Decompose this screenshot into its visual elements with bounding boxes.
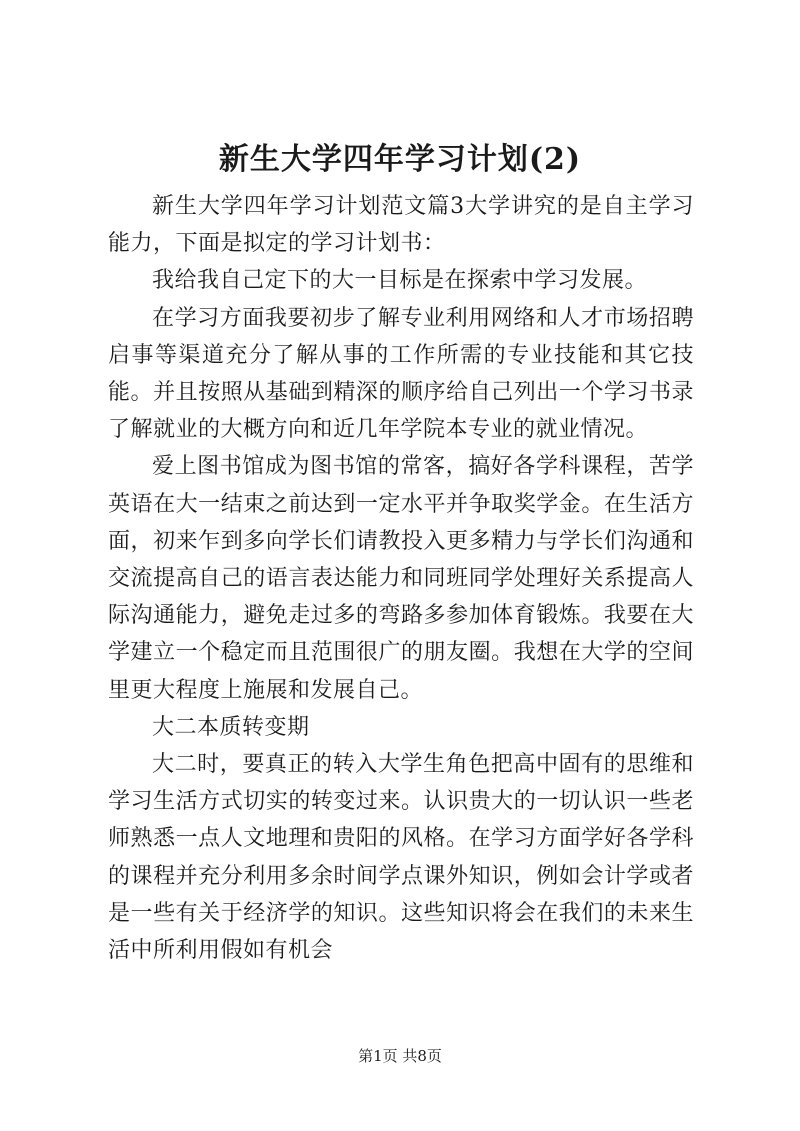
paragraph-3: 在学习方面我要初步了解专业利用网络和人才市场招聘启事等渠道充分了解从事的工作所需的专业技能和其它技能。并且按照从基础到精深的顺序给自己列出一个学习书录了解就业的大概方向和近几年学院本专业的就业情况。 bbox=[108, 305, 694, 443]
section-heading-year-two: 大二本质转变期 bbox=[152, 714, 310, 740]
paragraph-2: 我给我自己定下的大一目标是在探索中学习发展。 bbox=[152, 268, 648, 294]
paragraph-5: 大二时，要真正的转入大学生角色把高中固有的思维和学习生活方式切实的转变过来。认识贵大的一切认识一些老师熟悉一点人文地理和贵阳的风格。在学习方面学好各学科的课程并充分利用多余时间学点课外知识，例如会计学或者是一些有关于经济学的知识。这些知识将会在我们的未来生活中所利用假如有机会 bbox=[108, 752, 694, 964]
paragraph-4: 爱上图书馆成为图书馆的常客，搞好各学科课程，苦学英语在大一结束之前达到一定水平并争取奖学金。在生活方面，初来乍到多向学长们请教投入更多精力与学长们沟通和交流提高自己的语言表达能力和同班同学处理好关系提高人际沟通能力，避免走过多的弯路多参加体育锻炼。我要在大学建立一个稳定而且范围很广的朋友圈。我想在大学的空间里更大程度上施展和发展自己。 bbox=[108, 454, 694, 703]
document-body bbox=[108, 188, 694, 969]
page-footer: 第1页 共8页 bbox=[358, 1047, 442, 1065]
paragraph-1: 新生大学四年学习计划范文篇3大学讲究的是自主学习能力，下面是拟定的学习计划书： bbox=[108, 194, 694, 257]
document-title: 新生大学四年学习计划(2) bbox=[218, 142, 582, 177]
